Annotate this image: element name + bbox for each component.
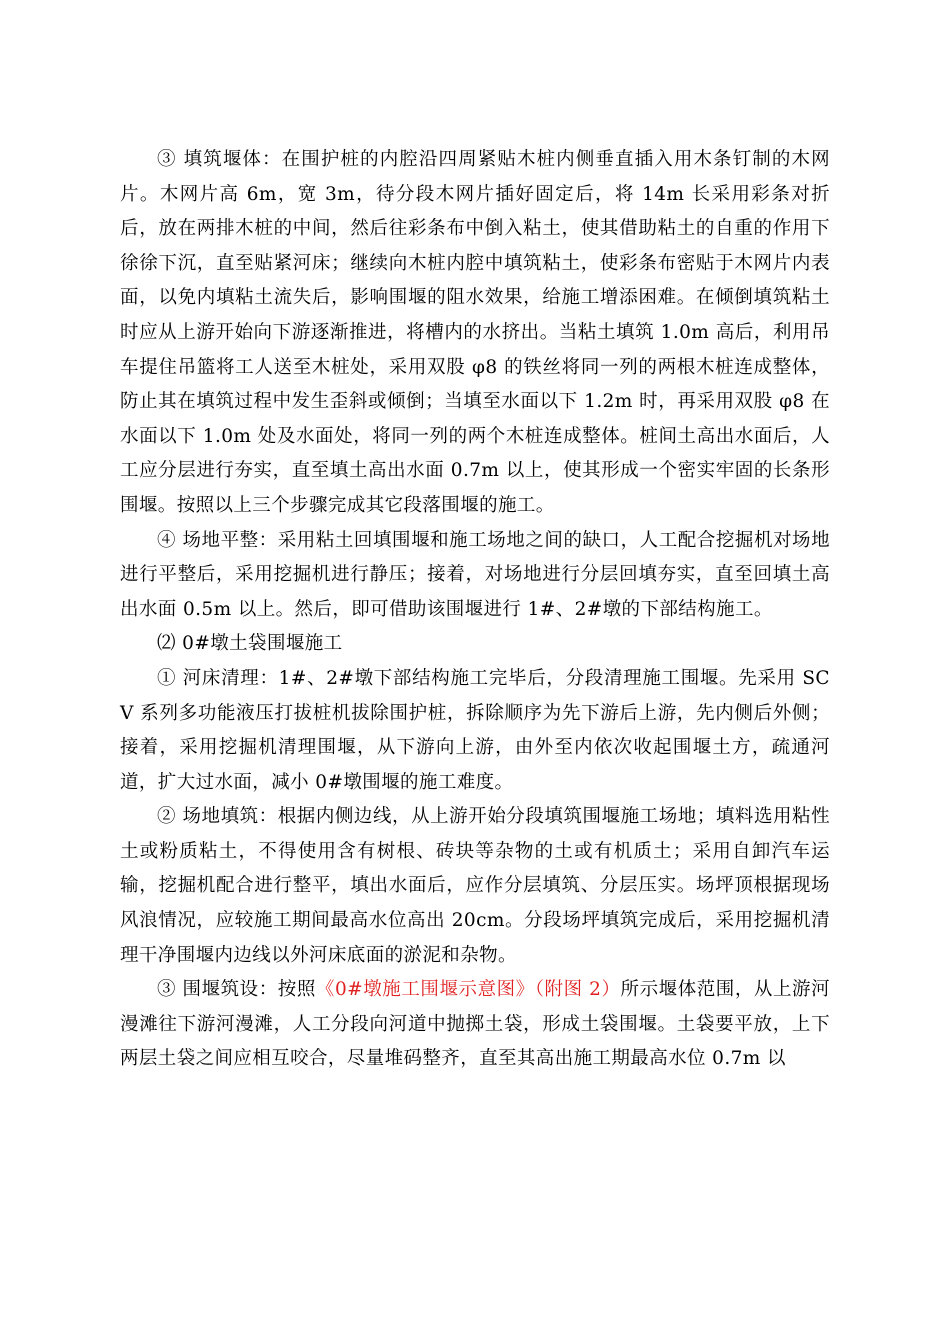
paragraph-site-leveling: ④ 场地平整：采用粘土回填围堰和施工场地之间的缺口，人工配合挖掘机对场地进行平整后，采用挖掘机进行静压；接着，对场地进行分层回填夯实，直至回填土高出水面 0.5m 以上。然后，即可借助该围堰进行 1#、2#墩的下部结构施工。 xyxy=(120,529,830,620)
paragraph-cofferdam-construction xyxy=(120,973,830,1077)
paragraph-text-before-ref: ③ 围堰筑设：按照 xyxy=(157,979,316,1001)
document-body xyxy=(120,143,830,1077)
paragraph-fill-cofferdam-body: ③ 填筑堰体：在围护桩的内腔沿四周紧贴木桩内侧垂直插入用木条钉制的木网片。木网片高 6m，宽 3m，待分段木网片插好固定后，将 14m 长采用彩条对折后，放在两排木桩的中间，然后往彩条布中倒入粘土，使其借助粘土的自重的作用下徐徐下沉，直至贴紧河床；继续向木桩内腔中填筑粘土，使彩条布密贴于木网片内表面，以免内填粘土流失后，影响围堰的阻水效果，给施工增添困难。在倾倒填筑粘土时应从上游开始向下游逐渐推进，将槽内的水挤出。当粘土填筑 1.0m 高后，利用吊车提住吊篮将工人送至木桩处，采用双股 φ8 的铁丝将同一列的两根木桩连成整体，防止其在填筑过程中发生歪斜或倾倒；当填至水面以下 1.2m 时，再采用双股 φ8 在水面以下 1.0m 处及水面处，将同一列的两个木桩连成整体。桩间土高出水面后，人工应分层进行夯实，直至填土高出水面 0.7m 以上，使其形成一个密实牢固的长条形围堰。按照以上三个步骤完成其它段落围堰的施工。 xyxy=(120,149,830,516)
paragraph-riverbed-cleaning: ① 河床清理：1#、2#墩下部结构施工完毕后，分段清理施工围堰。先采用 SCV 系列多功能液压打拔桩机拔除围护桩，拆除顺序为先下游后上游，先内侧后外侧；接着，采用挖掘机清理围堰，从下游向上游，由外至内依次收起围堰土方，疏通河道，扩大过水面，减小 0#墩围堰的施工难度。 xyxy=(120,667,830,793)
section-heading-0-pier-cofferdam: ⑵ 0#墩土袋围堰施工 xyxy=(157,633,343,655)
paragraph-text-after-ref: 所示堰体范围，从上游河漫滩往下游河漫滩，人工分段向河道中抛掷土袋，形成土袋围堰。土袋要平放，上下两层土袋之间应相互咬合，尽量堆码整齐，直至其高出施工期最高水位 0.7m 以 xyxy=(120,979,831,1070)
figure-reference-link[interactable]: 《0#墩施工围堰示意图》（附图 2） xyxy=(315,979,621,1001)
paragraph-site-filling: ② 场地填筑：根据内侧边线，从上游开始分段填筑围堰施工场地；填料选用粘性土或粉质粘土，不得使用含有树根、砖块等杂物的土或有机质土；采用自卸汽车运输，挖掘机配合进行整平，填出水面后，应作分层填筑、分层压实。场坪顶根据现场风浪情况，应较施工期间最高水位高出 20cm。分段场坪填筑完成后，采用挖掘机清理干净围堰内边线以外河床底面的淤泥和杂物。 xyxy=(120,806,830,966)
